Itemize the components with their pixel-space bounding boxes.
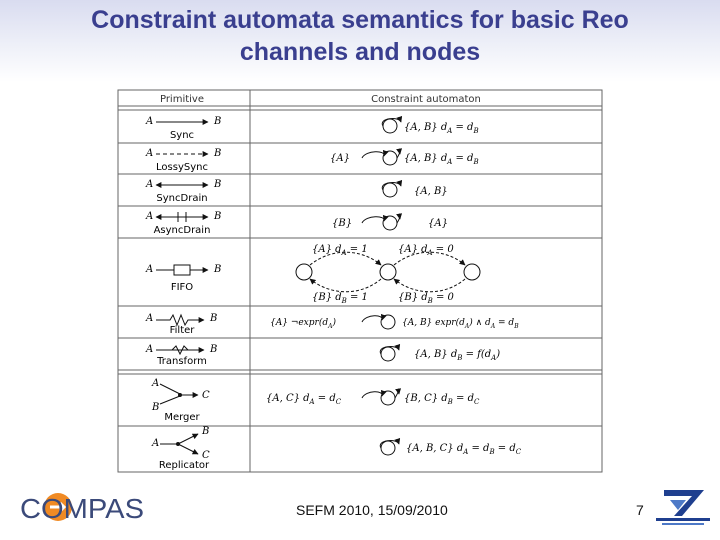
end-c: C [202, 390, 210, 401]
primitive-label: SyncDrain [156, 193, 208, 204]
primitive-label: Merger [164, 412, 200, 423]
page-number: 7 [636, 502, 644, 518]
primitive-label: Replicator [158, 460, 210, 471]
slide-title [0, 4, 720, 68]
fifo-top-right: {A} $d_A = 0$ [398, 244, 454, 257]
header-automaton: Constraint automaton [371, 94, 481, 105]
end-b: B [214, 211, 222, 222]
end-c: C [202, 450, 210, 461]
automaton-label: {A, B, C} $d_A = d_B = d_C$ [406, 443, 522, 456]
automaton-label: {A, B} $d_A = d_B$ [404, 122, 479, 135]
end-a: A [146, 116, 154, 127]
primitive-label: AsyncDrain [153, 225, 211, 236]
primitive-label: Filter [169, 325, 195, 336]
primitive-label: LossySync [156, 162, 208, 173]
footer-text: SEFM 2010, 15/09/2010 [296, 502, 448, 518]
automaton-label: {B, C} $d_B = d_C$ [404, 393, 480, 406]
end-a: A [152, 378, 160, 389]
automaton-label: {A, B} $d_A = d_B$ [404, 153, 479, 166]
fifo-bottom-right: {B} $d_B = 0$ [398, 292, 454, 305]
end-b: B [152, 402, 160, 413]
automaton-left-label: {A} [330, 153, 350, 164]
automaton-label: {A} [428, 218, 448, 229]
primitive-label: Sync [169, 130, 195, 141]
automaton-label: {A, B} $\exp r(d_A)$ ∧ $d_A = d_B$ [402, 318, 519, 330]
end-b: B [214, 179, 222, 190]
primitive-label: Transform [157, 356, 207, 367]
compas-logo-text: COMPAS [20, 493, 144, 524]
fifo-top-left: {A} $d_A = 1$ [312, 244, 368, 257]
end-b: B [202, 426, 210, 437]
automaton-left-label: {A} $\neg\exp r(d_A)$ [270, 318, 336, 330]
fifo-bottom-left: {B} $d_B = 1$ [312, 292, 368, 305]
end-b: B [210, 344, 218, 355]
end-b: B [214, 148, 222, 159]
end-a: A [146, 211, 154, 222]
end-b: B [214, 116, 222, 127]
end-a: A [146, 148, 154, 159]
constraint-automata-table [116, 88, 604, 474]
end-a: A [152, 438, 160, 449]
slide-title-line1: Constraint automata semantics for basic Reo [91, 6, 629, 34]
header-primitive: Primitive [159, 94, 205, 105]
automaton-label: {A, B} $d_B = f(d_A)$ [414, 349, 501, 362]
primitive-label: FIFO [170, 282, 194, 293]
end-b: B [214, 264, 222, 275]
automaton-left-label: {A, C} $d_A = d_C$ [266, 393, 342, 406]
compas-logo [20, 490, 144, 524]
automaton-label: {A, B} [414, 186, 448, 197]
automaton-left-label: {B} [332, 218, 353, 229]
slide-title-line2: channels and nodes [239, 38, 481, 66]
end-b: B [210, 313, 218, 324]
end-a: A [146, 313, 154, 324]
end-a: A [146, 344, 154, 355]
end-a: A [146, 179, 154, 190]
end-a: A [146, 264, 154, 275]
fp7-logo [652, 486, 714, 528]
